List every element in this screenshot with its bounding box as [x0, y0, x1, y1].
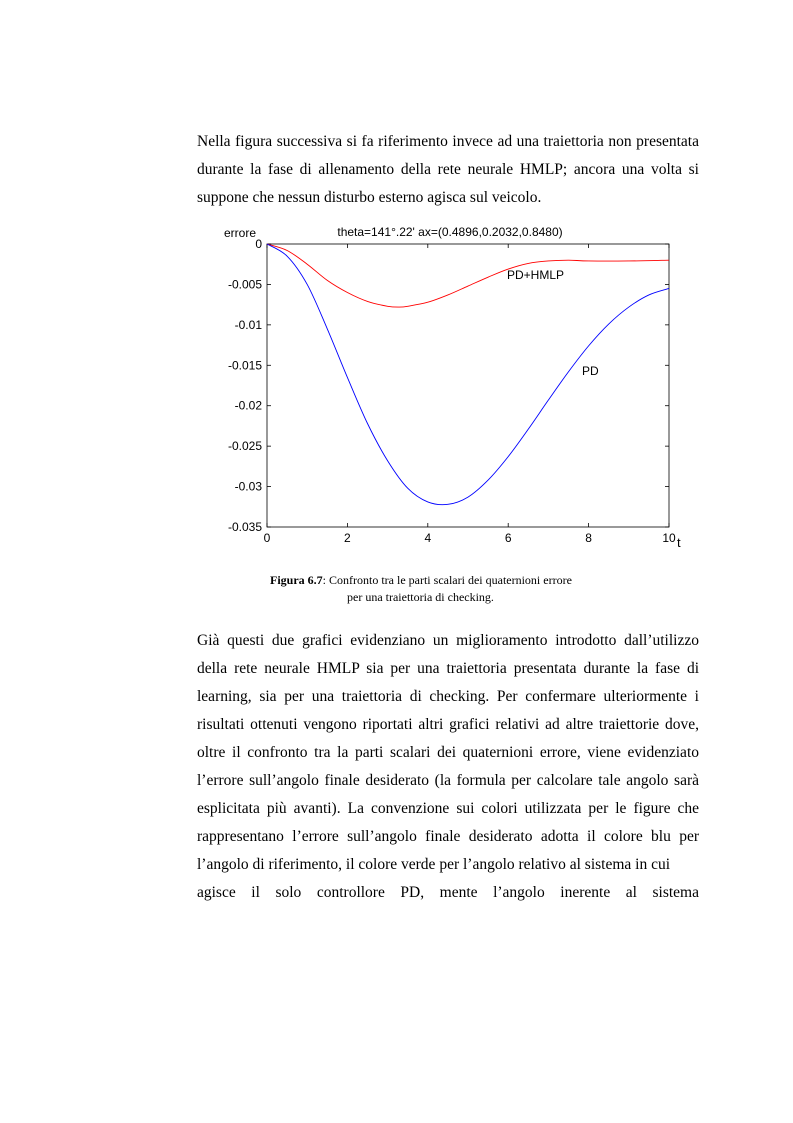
series-line-pd — [267, 244, 669, 505]
axis-ticks — [228, 237, 676, 545]
caption-text-2: per una traiettoria di checking. — [347, 590, 494, 604]
plot-frame — [267, 244, 669, 527]
y-tick-label: -0.03 — [234, 479, 262, 494]
y-tick-label: -0.02 — [234, 398, 262, 413]
y-tick-label: -0.005 — [227, 277, 262, 292]
x-tick-label: 2 — [344, 531, 351, 545]
paragraph-discussion-main: Già questi due grafici evidenziano un miglioramento introdotto dall’utilizzo della rete neurale HMLP sia per una traiettoria presentata durante la fase di learning, sia per una traiettoria di checking. Per confermare ulteriormente i risultati ottenuti vengono riportati altri grafici relativi ad altre traiettorie dove, oltre il confronto tra la parti scalari dei quaternioni errore, viene evidenziato l’errore sull’angolo finale desiderato (la formula per calcolare tale angolo sarà esplicitata più avanti). La convenzione sui colori utilizzata per le figure che rappresentano l’errore sull’angolo finale desiderato adotta il colore blu per l’angolo di riferimento, il colore verde per l’angolo relativo al sistema in cui — [197, 632, 699, 873]
chart-title: theta=141°.22' ax=(0.4896,0.2032,0.8480) — [337, 225, 563, 239]
annotation-pd: PD — [582, 364, 599, 378]
paragraph-discussion — [197, 627, 699, 907]
x-tick-label: 10 — [662, 531, 676, 545]
x-tick-label: 4 — [424, 531, 432, 545]
caption-text-1: : Confronto tra le parti scalari dei quaternioni errore — [322, 573, 572, 587]
y-tick-label: -0.035 — [227, 520, 262, 534]
x-tick-label: 0 — [263, 531, 271, 545]
x-tick-label: 8 — [585, 531, 592, 545]
y-axis-label: errore — [224, 226, 257, 240]
y-tick-label: -0.025 — [227, 439, 262, 454]
x-tick-label: 6 — [504, 531, 512, 545]
paragraph-intro: Nella figura successiva si fa riferimento invece ad una traiettoria non presentata durante la fase di allenamento della rete neurale HMLP; ancora una volta si suppone che nessun disturbo esterno agisca sul veicolo. — [197, 133, 699, 206]
figure-caption — [270, 572, 630, 606]
caption-label: Figura 6.7 — [270, 573, 323, 587]
annotation-pd-hmlp: PD+HMLP — [507, 268, 565, 282]
x-axis-label: t — [677, 535, 681, 550]
series-lines — [267, 244, 669, 505]
y-tick-label: -0.01 — [234, 317, 262, 332]
series-line-pd-hmlp — [267, 244, 669, 307]
paragraph-discussion-last-line: agisce il solo controllore PD, mente l’angolo inerente al sistema — [197, 884, 699, 901]
y-tick-label: -0.015 — [227, 358, 262, 373]
y-tick-label: 0 — [255, 237, 262, 251]
